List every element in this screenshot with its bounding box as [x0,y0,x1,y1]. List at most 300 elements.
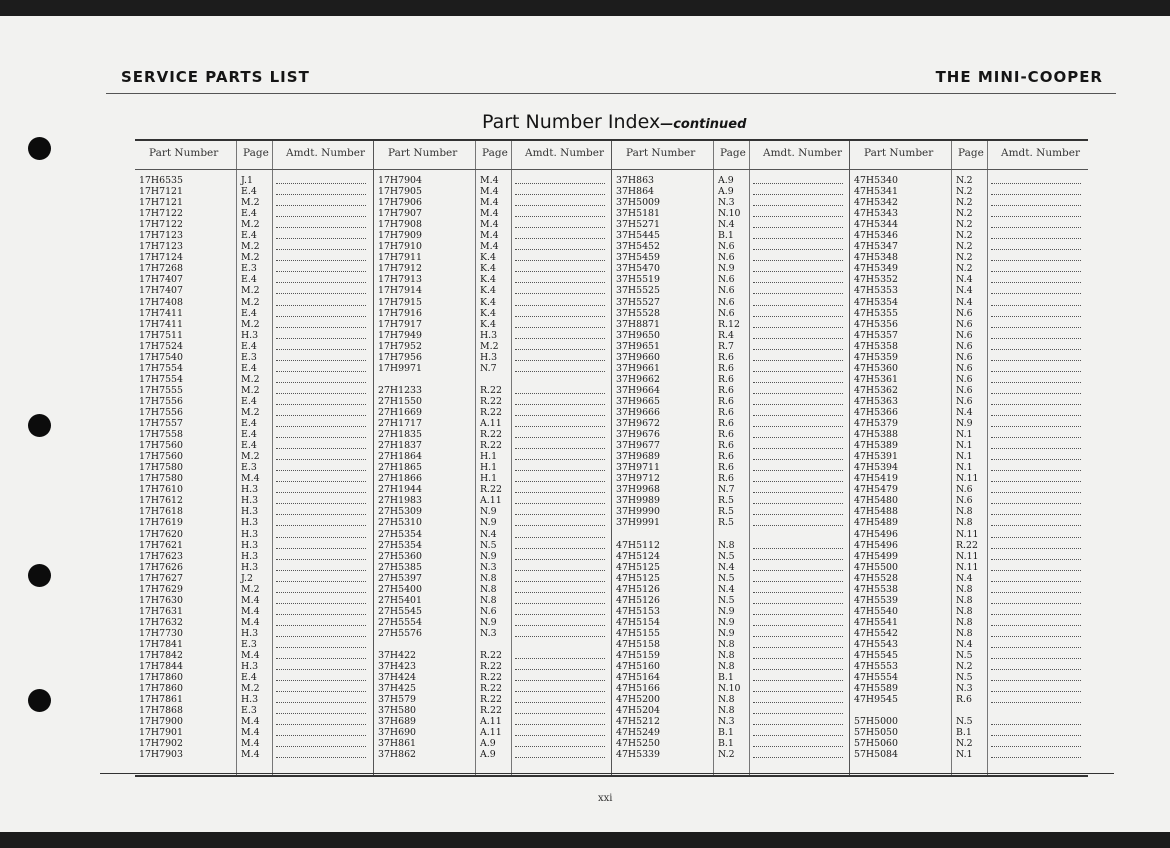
part-number: 27H5400 [378,583,422,595]
part-number: 17H7910 [378,241,422,253]
page-ref: N.8 [956,605,973,617]
amdt-number-blank [276,639,366,648]
page-ref: R.5 [718,506,735,518]
table-row [612,407,850,418]
table-row [374,252,612,263]
page-ref: R.6 [718,451,735,463]
page-ref: R.4 [718,329,735,341]
table-row [135,672,373,683]
amdt-number-blank [515,429,605,438]
part-number: 47H5358 [854,340,898,352]
amdt-number-blank [276,617,366,626]
table-row [374,506,612,517]
table-row [612,219,850,230]
amdt-number-blank [991,440,1081,449]
page-ref: N.6 [956,318,973,330]
table-row [850,661,1088,672]
part-number: 37H863 [616,175,654,186]
part-number: 17H7555 [139,384,183,396]
amdt-number-blank [753,429,843,438]
page-ref: H.3 [241,506,259,518]
page-ref: N.6 [480,605,497,617]
amdt-number-blank [753,617,843,626]
part-number: 37H9689 [616,451,660,463]
page-ref: N.9 [480,506,497,518]
amdt-number-blank [515,308,605,317]
amdt-number-blank [753,285,843,294]
part-number: 47H5250 [616,738,660,750]
page-ref: M.2 [241,384,260,396]
table-row [135,197,373,208]
table-row [135,529,373,540]
table-row [374,517,612,528]
page-ref: K.4 [480,252,496,264]
table-row [612,672,850,683]
amdt-number-blank [753,330,843,339]
page-ref: N.10 [718,208,741,220]
part-number: 17H7407 [139,274,183,286]
page-ref: J.2 [241,572,253,584]
part-number: 47H5553 [854,661,898,673]
part-number: 17H7841 [139,638,183,650]
table-row [850,319,1088,330]
header-left: SERVICE PARTS LIST [121,68,310,86]
table-row [612,727,850,738]
part-number: 17H7907 [378,208,422,220]
amdt-number-blank [991,385,1081,394]
part-number: 17H7860 [139,672,183,684]
part-number: 17H7911 [378,252,422,264]
part-number: 17H7580 [139,462,183,474]
table-row [612,352,850,363]
part-number: 17H9971 [378,362,422,374]
part-number: 57H5060 [854,738,898,750]
amdt-number-blank [276,694,366,703]
table-row [850,186,1088,197]
part-number: 47H5389 [854,440,898,452]
table-row [374,175,612,186]
amdt-number-blank [991,617,1081,626]
part-number: 17H7916 [378,307,422,319]
table-row [612,495,850,506]
table-row [612,517,850,528]
part-number: 37H9665 [616,395,660,407]
table-row [374,749,612,760]
amdt-number-blank [515,683,605,692]
amdt-number-blank [515,716,605,725]
table-row [135,396,373,407]
part-number: 47H5112 [616,539,660,551]
table-row [850,716,1088,727]
amdt-number-blank [276,683,366,692]
part-number: 47H5479 [854,484,898,496]
amdt-number-blank [276,330,366,339]
amdt-number-blank [991,175,1081,184]
page-ref: N.9 [480,550,497,562]
page-ref: N.2 [956,197,973,209]
page-ref: R.22 [480,406,502,418]
amdt-number-blank [991,529,1081,538]
amdt-number-blank [753,584,843,593]
table-row [135,495,373,506]
amdt-number-blank [515,551,605,560]
amdt-number-blank [991,308,1081,317]
part-number: 17H7408 [139,296,183,308]
table-row [135,540,373,551]
amdt-number-blank [753,562,843,571]
table-row [612,341,850,352]
amdt-number-blank [515,197,605,206]
table-row [850,197,1088,208]
part-number: 37H9676 [616,429,660,441]
amdt-number-blank [515,186,605,195]
amdt-number-blank [991,451,1081,460]
table-row [135,517,373,528]
page-ref: N.8 [956,627,973,639]
table-row [135,473,373,484]
part-number: 47H5353 [854,285,898,297]
col-header-amdt-number: Amdt. Number [763,147,843,159]
table-row [850,241,1088,252]
amdt-number-blank [515,407,605,416]
amdt-number-blank [515,263,605,272]
part-number: 47H5394 [854,462,898,474]
part-number: 17H7868 [139,705,183,717]
amdt-number-blank [276,407,366,416]
part-number: 47H5480 [854,495,898,507]
page-ref: N.10 [718,683,741,695]
page-ref: B.1 [718,727,734,739]
amdt-number-blank [276,506,366,515]
col-header-page: Page [958,147,984,159]
page-ref: R.7 [718,340,735,352]
table-row [374,573,612,584]
table-row [850,385,1088,396]
col-header-part-number: Part Number [626,147,696,159]
amdt-number-blank [753,241,843,250]
part-number: 27H1864 [378,451,422,463]
page-ref: N.8 [480,572,497,584]
page-ref: E.4 [241,362,257,374]
page-ref: N.2 [956,219,973,231]
page-ref: N.6 [956,384,973,396]
part-number: 37H9968 [616,484,660,496]
page-ref: M.2 [480,340,499,352]
index-column-4 [849,141,1088,775]
page-ref: H.3 [241,627,259,639]
amdt-number-blank [753,363,843,372]
table-row [612,385,850,396]
page-ref: M.2 [241,683,260,695]
part-number: 47H5541 [854,616,898,628]
page-ref: E.4 [241,208,257,220]
table-row [612,462,850,473]
amdt-number-blank [276,562,366,571]
part-number: 47H9545 [854,694,898,706]
table-row [612,297,850,308]
page-ref: N.9 [718,627,735,639]
amdt-number-blank [515,506,605,515]
page-ref: N.4 [956,296,973,308]
amdt-number-blank [276,628,366,637]
amdt-number-blank [276,297,366,306]
page-ref: N.11 [956,561,979,573]
page-ref: M.4 [241,594,260,606]
table-row [135,617,373,628]
table-row [374,440,612,451]
amdt-number-blank [753,252,843,261]
col-header-part-number: Part Number [864,147,934,159]
table-row [135,606,373,617]
table-row [374,606,612,617]
table-row [850,495,1088,506]
part-index-table [135,139,1088,777]
table-row [850,672,1088,683]
table-row [135,263,373,274]
page-ref: R.6 [718,429,735,441]
page-ref: R.6 [718,384,735,396]
part-number: 47H5352 [854,274,898,286]
col-header-amdt-number: Amdt. Number [1001,147,1081,159]
amdt-number-blank [515,727,605,736]
amdt-number-blank [991,573,1081,582]
amdt-number-blank [276,175,366,184]
amdt-number-blank [753,716,843,725]
page-ref: B.1 [718,230,734,242]
page-ref: R.5 [718,517,735,529]
table-row [850,694,1088,705]
amdt-number-blank [515,297,605,306]
part-number: 17H7842 [139,650,183,662]
part-number: 37H5271 [616,219,660,231]
page-ref: N.8 [956,517,973,529]
page-ref: N.2 [956,263,973,275]
amdt-number-blank [753,352,843,361]
page-ref: A.9 [718,175,734,186]
part-number: 17H7909 [378,230,422,242]
amdt-number-blank [991,407,1081,416]
amdt-number-blank [276,584,366,593]
amdt-number-blank [276,705,366,714]
page-ref: N.8 [956,616,973,628]
table-row [612,285,850,296]
part-number: 37H9990 [616,506,660,518]
amdt-number-blank [991,319,1081,328]
table-row [374,705,612,716]
page-ref: N.2 [956,738,973,750]
part-number: 47H5528 [854,572,898,584]
table-row [135,683,373,694]
part-number: 17H7915 [378,296,422,308]
table-row [850,252,1088,263]
page-ref: N.5 [956,672,973,684]
table-row [850,451,1088,462]
page-ref: M.2 [241,197,260,209]
table-row [850,551,1088,562]
amdt-number-blank [991,727,1081,736]
amdt-number-blank [276,738,366,747]
amdt-number-blank [515,473,605,482]
page-number: xxi [598,793,613,804]
part-number: 17H7407 [139,285,183,297]
table-row [135,573,373,584]
part-number: 17H7554 [139,373,183,385]
amdt-number-blank [991,595,1081,604]
amdt-number-blank [753,628,843,637]
part-number: 27H5385 [378,561,422,573]
amdt-number-blank [276,727,366,736]
amdt-number-blank [753,274,843,283]
part-number: 37H9662 [616,373,660,385]
page-ref: N.4 [956,572,973,584]
part-number: 17H7956 [378,351,422,363]
table-row [850,440,1088,451]
page-ref: N.6 [956,484,973,496]
amdt-number-blank [276,219,366,228]
table-row [135,716,373,727]
table-row [374,595,612,606]
page-ref: H.3 [241,484,259,496]
amdt-number-blank [276,241,366,250]
amdt-number-blank [991,429,1081,438]
part-number: 47H5489 [854,517,898,529]
amdt-number-blank [276,495,366,504]
page-ref: M.2 [241,219,260,231]
part-number: 37H5528 [616,307,660,319]
amdt-number-blank [991,462,1081,471]
amdt-number-blank [276,606,366,615]
table-row [374,584,612,595]
part-number: 47H5589 [854,683,898,695]
part-number: 47H5496 [854,539,898,551]
title-main: Part Number Index [482,111,661,133]
part-number: 17H7861 [139,694,183,706]
page-ref: R.22 [480,705,502,717]
part-number: 17H7631 [139,605,183,617]
page-ref: B.1 [718,672,734,684]
part-number: 17H7917 [378,318,422,330]
table-row [374,462,612,473]
part-number: 37H580 [378,705,416,717]
part-number: 27H1717 [378,418,422,430]
part-number: 47H5166 [616,683,660,695]
part-number: 57H5000 [854,716,898,728]
part-number: 17H7557 [139,418,183,430]
page-ref: E.4 [241,230,257,242]
table-row [135,628,373,639]
table-row [374,639,612,650]
amdt-number-blank [753,197,843,206]
amdt-number-blank [753,606,843,615]
part-number: 37H5527 [616,296,660,308]
table-row [612,263,850,274]
part-number: 17H7619 [139,517,183,529]
table-row [135,694,373,705]
amdt-number-blank [276,186,366,195]
amdt-number-blank [991,208,1081,217]
table-row [135,584,373,595]
table-row [612,628,850,639]
binder-hole [28,689,51,712]
page-ref: N.1 [956,429,973,441]
amdt-number-blank [991,628,1081,637]
table-row [612,274,850,285]
page-ref: M.4 [241,727,260,739]
table-row [612,584,850,595]
amdt-number-blank [991,186,1081,195]
amdt-number-blank [753,341,843,350]
amdt-number-blank [276,484,366,493]
part-number: 47H5204 [616,705,660,717]
table-row [135,407,373,418]
page-ref: A.11 [480,727,502,739]
amdt-number-blank [991,661,1081,670]
part-number: 17H7908 [378,219,422,231]
amdt-number-blank [753,396,843,405]
part-number: 17H7913 [378,274,422,286]
table-row [612,197,850,208]
part-number: 47H5391 [854,451,898,463]
part-number: 27H1983 [378,495,422,507]
table-row [135,440,373,451]
table-row [135,484,373,495]
amdt-number-blank [991,584,1081,593]
page-ref: M.2 [241,241,260,253]
table-row [850,462,1088,473]
page-ref: N.8 [480,583,497,595]
table-row [135,705,373,716]
page-ref: N.8 [718,539,735,551]
table-row [612,230,850,241]
part-number: 37H9650 [616,329,660,341]
footer-rule [100,773,1114,774]
amdt-number-blank [515,363,605,372]
table-row [850,562,1088,573]
table-row [374,208,612,219]
table-row [850,617,1088,628]
amdt-number-blank [276,208,366,217]
part-number: 27H5554 [378,616,422,628]
table-row [612,208,850,219]
page-ref: M.4 [480,197,499,209]
amdt-number-blank [276,540,366,549]
table-row [135,639,373,650]
amdt-number-blank [753,308,843,317]
part-number: 47H5125 [616,561,660,573]
table-row [135,374,373,385]
page-ref: N.11 [956,528,979,540]
table-row [135,650,373,661]
amdt-number-blank [515,495,605,504]
part-number: 47H5538 [854,583,898,595]
page-ref: M.4 [480,175,499,186]
table-row [612,175,850,186]
amdt-number-blank [991,274,1081,283]
part-number: 47H5153 [616,605,660,617]
table-row [612,529,850,540]
part-number: 27H1669 [378,406,422,418]
amdt-number-blank [753,374,843,383]
amdt-number-blank [753,297,843,306]
page-ref: R.6 [718,395,735,407]
page-ref: M.2 [241,252,260,264]
table-row [612,562,850,573]
table-row [374,319,612,330]
page-ref: N.5 [718,594,735,606]
part-number: 17H7123 [139,230,183,242]
table-row [374,263,612,274]
table-row [135,727,373,738]
